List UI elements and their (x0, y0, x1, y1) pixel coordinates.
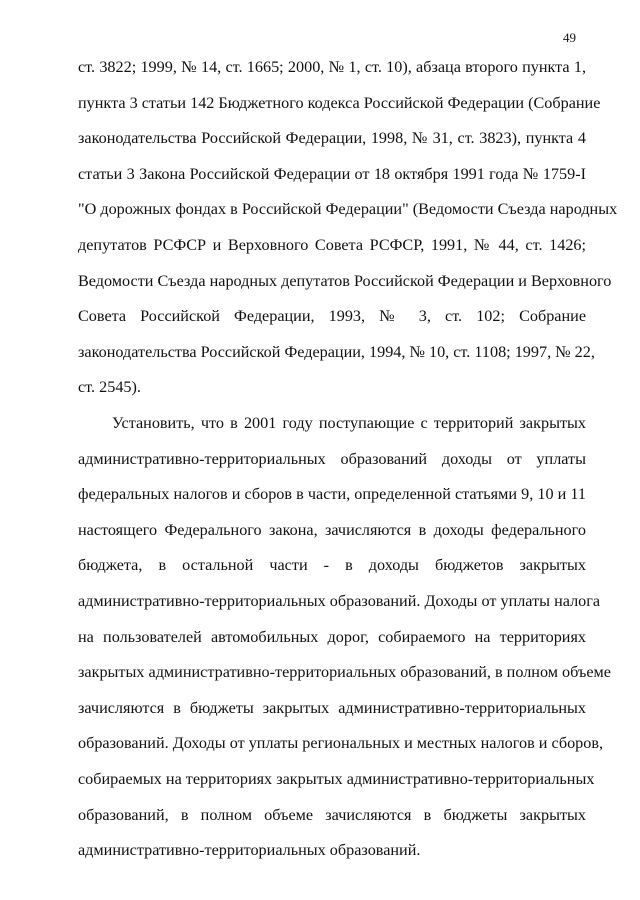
text-line: Установить, что в 2001 году поступающие с территорий закрытых (112, 414, 586, 432)
text-line: законодательства Российской Федерации, 1994, № 10, ст. 1108; 1997, № 22, (78, 342, 595, 361)
paragraph-legal-references (78, 50, 618, 406)
text-line: зачисляются в бюджеты закрытых административно-территориальных (78, 698, 586, 717)
text-line: образований, в полном объеме зачисляются в бюджеты закрытых (78, 805, 586, 824)
text-line: бюджета, в остальной части - в доходы бюджетов закрытых (78, 556, 586, 575)
paragraph-closed-territories-revenue (78, 406, 611, 869)
text-line: административно-территориальных образований. (78, 841, 421, 860)
text-line: пункта 3 статьи 142 Бюджетного кодекса Российской Федерации (Собрание (78, 93, 601, 112)
text-line: "О дорожных фондах в Российской Федерации" (Ведомости Съезда народных (78, 200, 618, 219)
text-line: законодательства Российской Федерации, 1998, № 31, ст. 3823), пункта 4 (78, 129, 586, 148)
page-number: 49 (563, 30, 576, 45)
text-line: статьи 3 Закона Российской Федерации от 18 октября 1991 года № 1759-I (78, 164, 586, 183)
text-line: собираемых на территориях закрытых административно-территориальных (78, 769, 595, 788)
text-line: настоящего Федерального закона, зачисляются в доходы федерального (78, 520, 586, 539)
text-line: ст. 2545). (78, 378, 141, 397)
text-line: на пользователей автомобильных дорог, собираемого на территориях (78, 627, 586, 646)
text-line: федеральных налогов и сборов в части, определенной статьями 9, 10 и 11 (78, 485, 586, 504)
text-line: ст. 3822; 1999, № 14, ст. 1665; 2000, № 1, ст. 10), абзаца второго пункта 1, (78, 58, 586, 76)
text-line: Ведомости Съезда народных депутатов Российской Федерации и Верховного (78, 271, 612, 290)
text-line: закрытых административно-территориальных образований, в полном объеме (78, 663, 611, 682)
text-line: образований. Доходы от уплаты региональных и местных налогов и сборов, (78, 734, 604, 753)
text-line: административно-территориальных образований доходы от уплаты (78, 449, 586, 468)
text-line: депутатов РСФСР и Верховного Совета РСФСР, 1991, № 44, ст. 1426; (78, 235, 586, 254)
text-line: Совета Российской Федерации, 1993, № 3, ст. 102; Собрание (78, 307, 586, 326)
text-line: административно-территориальных образований. Доходы от уплаты налога (78, 591, 601, 610)
